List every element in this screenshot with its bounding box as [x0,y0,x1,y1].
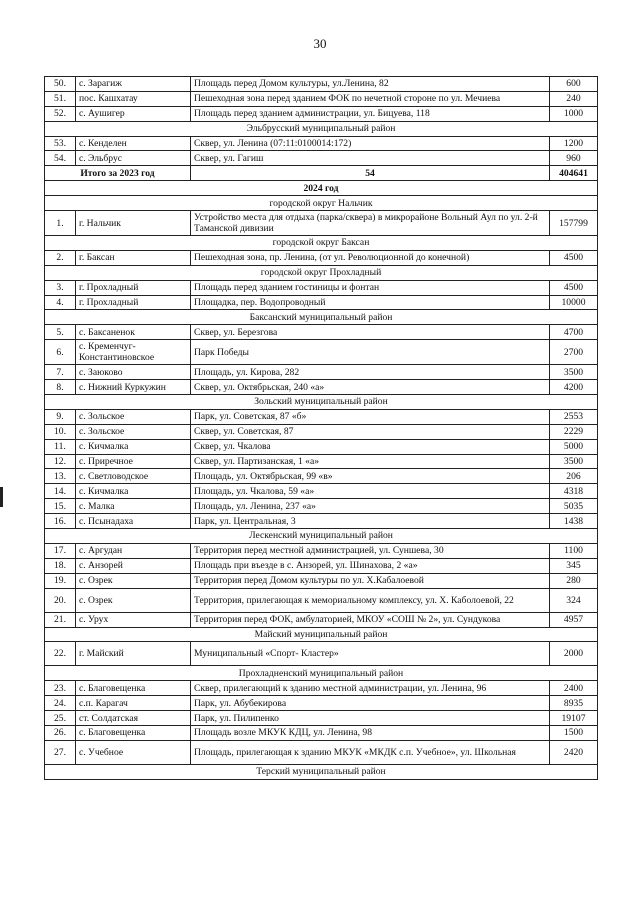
table-row [45,725,598,740]
table-row [45,681,598,696]
row-number-cell: 10. [45,424,76,439]
object-description-cell: Муниципальный «Спорт- Кластер» [191,642,550,666]
row-number-cell: 27. [45,740,76,764]
area-cell: 10000 [550,295,598,310]
locality-cell: с. Малка [76,499,191,514]
table-row [45,454,598,469]
object-description-cell: Площадь, ул. Октябрьская, 99 «в» [191,469,550,484]
area-cell: 1200 [550,136,598,151]
table-row [45,612,598,627]
row-number-cell: 23. [45,681,76,696]
object-description-cell: Парк, ул. Центральная, 3 [191,514,550,529]
table-row [45,573,598,588]
section-header-cell: Эльбрусский муниципальный район [45,121,598,136]
total-row [45,166,598,181]
row-number-cell: 24. [45,696,76,711]
section-header-row [45,121,598,136]
section-header-row [45,310,598,325]
locality-cell: г. Баксан [76,250,191,265]
area-cell: 240 [550,91,598,106]
table-row [45,280,598,295]
locality-cell: с. Эльбрус [76,151,191,166]
row-number-cell: 53. [45,136,76,151]
table-row [45,151,598,166]
row-number-cell: 54. [45,151,76,166]
locality-cell: г. Прохладный [76,295,191,310]
row-number-cell: 17. [45,543,76,558]
locality-cell: г. Майский [76,642,191,666]
row-number-cell: 11. [45,439,76,454]
object-description-cell: Территория перед Домом культуры по ул. Х.Кабалоевой [191,573,550,588]
area-cell: 2229 [550,424,598,439]
row-number-cell: 4. [45,295,76,310]
area-cell: 2700 [550,340,598,365]
section-header-cell: Прохладненский муниципальный район [45,666,598,681]
object-description-cell: Площадь, ул. Кирова, 282 [191,365,550,380]
section-header-cell: Зольский муниципальный район [45,395,598,410]
table-row [45,106,598,121]
locality-cell: ст. Солдатская [76,711,191,726]
table-row [45,325,598,340]
area-cell: 157799 [550,211,598,236]
area-cell: 280 [550,573,598,588]
locality-cell: с. Зольское [76,424,191,439]
improvement-objects-table [44,76,598,780]
section-header-row [45,529,598,544]
locality-cell: пос. Кашхатау [76,91,191,106]
object-description-cell: Сквер, ул. Октябрьская, 240 «а» [191,380,550,395]
locality-cell: с. Зарагиж [76,77,191,92]
table-row [45,740,598,764]
locality-cell: с. Баксаненок [76,325,191,340]
area-cell: 8935 [550,696,598,711]
table-row [45,91,598,106]
locality-cell: с. Приречное [76,454,191,469]
locality-cell: с. Озрек [76,588,191,612]
object-description-cell: Площадь перед зданием гостиницы и фонтан [191,280,550,295]
row-number-cell: 5. [45,325,76,340]
table-row [45,543,598,558]
area-cell: 600 [550,77,598,92]
area-cell: 1000 [550,106,598,121]
area-cell: 206 [550,469,598,484]
area-cell: 324 [550,588,598,612]
table-row [45,439,598,454]
object-description-cell: Территория перед ФОК, амбулаторией, МКОУ «СОШ № 2», ул. Сундукова [191,612,550,627]
table-row [45,588,598,612]
object-description-cell: Парк, ул. Советская, 87 «б» [191,409,550,424]
object-description-cell: Сквер, ул. Ленина (07:11:0100014:172) [191,136,550,151]
locality-cell: с. Светловодское [76,469,191,484]
section-header-row [45,196,598,211]
table-row [45,424,598,439]
object-description-cell: Площадь, прилегающая к зданию МКУК «МКДК с.п. Учебное», ул. Школьная [191,740,550,764]
section-header-row [45,764,598,779]
section-header-cell: городской округ Прохладный [45,265,598,280]
locality-cell: с. Озрек [76,573,191,588]
locality-cell: с. Благовещенка [76,681,191,696]
section-header-cell: городской округ Баксан [45,236,598,251]
row-number-cell: 1. [45,211,76,236]
area-cell: 4500 [550,250,598,265]
object-description-cell: Парк Победы [191,340,550,365]
object-description-cell: Парк, ул. Абубекирова [191,696,550,711]
table-row [45,696,598,711]
table-row [45,409,598,424]
total-count-cell: 54 [191,166,550,181]
object-description-cell: Территория перед местной администрацией, ул. Суншева, 30 [191,543,550,558]
locality-cell: с. Кичмалка [76,484,191,499]
row-number-cell: 7. [45,365,76,380]
area-cell: 4318 [550,484,598,499]
object-description-cell: Площадь при въезде в с. Анзорей, ул. Шинахова, 2 «а» [191,558,550,573]
area-cell: 1438 [550,514,598,529]
row-number-cell: 9. [45,409,76,424]
locality-cell: с. Благовещенка [76,725,191,740]
area-cell: 345 [550,558,598,573]
locality-cell: с. Заюково [76,365,191,380]
total-label-cell: Итого за 2023 год [45,166,191,181]
row-number-cell: 2. [45,250,76,265]
table-row [45,211,598,236]
row-number-cell: 12. [45,454,76,469]
object-description-cell: Территория, прилегающая к мемориальному комплексу, ул. Х. Каболоевой, 22 [191,588,550,612]
table-row [45,295,598,310]
locality-cell: г. Прохладный [76,280,191,295]
object-description-cell: Площадь, ул. Ленина, 237 «а» [191,499,550,514]
row-number-cell: 25. [45,711,76,726]
row-number-cell: 51. [45,91,76,106]
locality-cell: г. Нальчик [76,211,191,236]
row-number-cell: 3. [45,280,76,295]
section-header-cell: Майский муниципальный район [45,627,598,642]
table-row [45,136,598,151]
area-cell: 4957 [550,612,598,627]
locality-cell: с. Анзорей [76,558,191,573]
section-header-row [45,265,598,280]
locality-cell: с. Аргудан [76,543,191,558]
row-number-cell: 13. [45,469,76,484]
area-cell: 4200 [550,380,598,395]
area-cell: 1500 [550,725,598,740]
scan-margin-mark [0,487,3,507]
object-description-cell: Сквер, ул. Советская, 87 [191,424,550,439]
object-description-cell: Площадь возле МКУК КДЦ, ул. Ленина, 98 [191,725,550,740]
table-row [45,484,598,499]
row-number-cell: 21. [45,612,76,627]
table-row [45,340,598,365]
year-header-cell: 2024 год [45,181,598,196]
row-number-cell: 8. [45,380,76,395]
locality-cell: с. Кичмалка [76,439,191,454]
table-body [45,77,598,780]
object-description-cell: Устройство места для отдыха (парка/сквера) в микрорайоне Вольный Аул по ул. 2-й Таманской дивизии [191,211,550,236]
year-header-row [45,181,598,196]
area-cell: 2400 [550,681,598,696]
locality-cell: с. Кременчуг-Константиновское [76,340,191,365]
locality-cell: с. Урух [76,612,191,627]
area-cell: 4700 [550,325,598,340]
object-description-cell: Площадь, ул. Чкалова, 59 «а» [191,484,550,499]
section-header-row [45,627,598,642]
section-header-row [45,236,598,251]
area-cell: 2553 [550,409,598,424]
total-area-cell: 404641 [550,166,598,181]
row-number-cell: 6. [45,340,76,365]
area-cell: 5000 [550,439,598,454]
locality-cell: с. Учебное [76,740,191,764]
row-number-cell: 50. [45,77,76,92]
row-number-cell: 14. [45,484,76,499]
table-row [45,499,598,514]
table-row [45,711,598,726]
locality-cell: с. Псынадаха [76,514,191,529]
row-number-cell: 18. [45,558,76,573]
section-header-cell: городской округ Нальчик [45,196,598,211]
row-number-cell: 19. [45,573,76,588]
locality-cell: с. Нижний Куркужин [76,380,191,395]
object-description-cell: Сквер, ул. Чкалова [191,439,550,454]
locality-cell: с. Аушигер [76,106,191,121]
area-cell: 2000 [550,642,598,666]
locality-cell: с.п. Карагач [76,696,191,711]
table-row [45,365,598,380]
page-number: 30 [313,36,327,51]
table-row [45,558,598,573]
object-description-cell: Сквер, ул. Гагиш [191,151,550,166]
table-row [45,514,598,529]
area-cell: 4500 [550,280,598,295]
object-description-cell: Сквер, прилегающий к зданию местной администрации, ул. Ленина, 96 [191,681,550,696]
section-header-row [45,395,598,410]
object-description-cell: Парк, ул. Пилипенко [191,711,550,726]
locality-cell: с. Зольское [76,409,191,424]
object-description-cell: Пешеходная зона, пр. Ленина, (от ул. Революционной до конечной) [191,250,550,265]
area-cell: 3500 [550,454,598,469]
object-description-cell: Площадь перед зданием администрации, ул. Бицуева, 118 [191,106,550,121]
object-description-cell: Площадка, пер. Водопроводный [191,295,550,310]
table-row [45,469,598,484]
section-header-row [45,666,598,681]
row-number-cell: 20. [45,588,76,612]
object-description-cell: Пешеходная зона перед зданием ФОК по нечетной стороне по ул. Мечиева [191,91,550,106]
table-row [45,380,598,395]
table-row [45,77,598,92]
row-number-cell: 52. [45,106,76,121]
object-description-cell: Площадь перед Домом культуры, ул.Ленина, 82 [191,77,550,92]
object-description-cell: Сквер, ул. Партизанская, 1 «а» [191,454,550,469]
area-cell: 960 [550,151,598,166]
section-header-cell: Терский муниципальный район [45,764,598,779]
area-cell: 3500 [550,365,598,380]
row-number-cell: 16. [45,514,76,529]
area-cell: 1100 [550,543,598,558]
table-row [45,642,598,666]
section-header-cell: Лескенский муниципальный район [45,529,598,544]
row-number-cell: 15. [45,499,76,514]
row-number-cell: 26. [45,725,76,740]
row-number-cell: 22. [45,642,76,666]
locality-cell: с. Кенделен [76,136,191,151]
section-header-cell: Баксанский муниципальный район [45,310,598,325]
area-cell: 2420 [550,740,598,764]
area-cell: 19107 [550,711,598,726]
table-row [45,250,598,265]
area-cell: 5035 [550,499,598,514]
object-description-cell: Сквер, ул. Березгова [191,325,550,340]
